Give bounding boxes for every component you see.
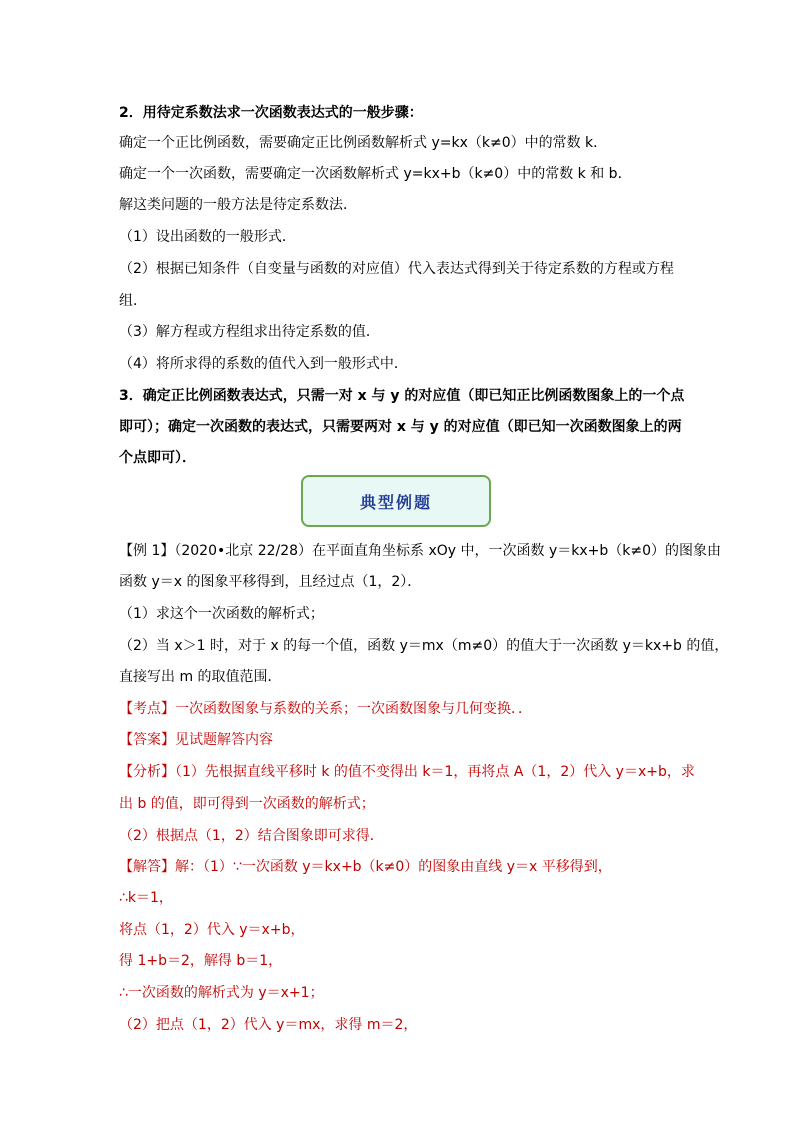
solution-step: 得 1+b＝2，解得 b＝1， — [119, 953, 283, 969]
text-line: 确定一个一次函数，需要确定一次函数解析式 y=kx+b（k≠0）中的常数 k 和 b． — [119, 166, 632, 182]
analysis-continued: 出 b 的值，即可得到一次函数的解析式； — [119, 796, 375, 812]
solution: 【解答】解：（1）∵一次函数 y＝kx+b（k≠0）的图象由直线 y＝x 平移得到， — [119, 859, 612, 875]
step-3: （3）解方程或方程组求出待定系数的值． — [119, 324, 380, 340]
typical-examples-banner — [301, 475, 491, 527]
step-4: （4）将所求得的系数的值代入到一般形式中． — [119, 356, 408, 372]
section-heading-2: 2．用待定系数法求一次函数表达式的一般步骤： — [119, 105, 423, 121]
solution-step: 将点（1，2）代入 y＝x+b， — [119, 922, 305, 938]
step-2: （2）根据已知条件（自变量与函数的对应值）代入表达式得到关于待定系数的方程或方程 — [119, 261, 674, 277]
example-1-statement-continued: 函数 y＝x 的图象平移得到，且经过点（1，2）． — [119, 574, 422, 590]
text-line: 确定一个正比例函数，需要确定正比例函数解析式 y=kx（k≠0）中的常数 k． — [119, 135, 608, 151]
section-heading-3-continued: 即可）；确定一次函数的表达式，只需要两对 x 与 y 的对应值（即已知一次函数图象上的两 — [119, 419, 682, 435]
solution-step: ∴一次函数的解析式为 y＝x+1； — [119, 985, 324, 1001]
solution-part-2: （2）把点（1，2）代入 y＝mx，求得 m＝2， — [119, 1017, 418, 1033]
section-heading-3-continued: 个点即可）． — [119, 450, 196, 466]
example-question-1: （1）求这个一次函数的解析式； — [119, 606, 324, 622]
analysis: 【分析】（1）先根据直线平移时 k 的值不变得出 k＝1，再将点 A（1，2）代入 y＝x+b，求 — [119, 764, 695, 780]
key-points: 【考点】一次函数图象与系数的关系；一次函数图象与几何变换．． — [119, 701, 532, 717]
section-heading-3: 3．确定正比例函数表达式，只需一对 x 与 y 的对应值（即已知正比例函数图象上的一个点 — [119, 388, 685, 404]
example-1-statement: 【例 1】（2020•北京 22/28）在平面直角坐标系 xOy 中，一次函数 y＝kx+b（k≠0）的图象由 — [119, 543, 722, 559]
analysis-part-2: （2）根据点（1，2）结合图象即可求得． — [119, 828, 384, 844]
typical-examples-title: 典型例题 — [359, 492, 432, 512]
solution-step: ∴k＝1， — [119, 890, 173, 906]
example-question-2: （2）当 x＞1 时，对于 x 的每一个值，函数 y＝mx（m≠0）的值大于一次函数 y＝kx+b 的值， — [119, 638, 729, 654]
text-line: 解这类问题的一般方法是待定系数法． — [119, 197, 357, 213]
example-question-2-continued: 直接写出 m 的取值范围． — [119, 669, 282, 685]
step-2-continued: 组． — [119, 293, 147, 309]
step-1: （1）设出函数的一般形式． — [119, 229, 296, 245]
answer-note: 【答案】见试题解答内容 — [119, 732, 273, 748]
